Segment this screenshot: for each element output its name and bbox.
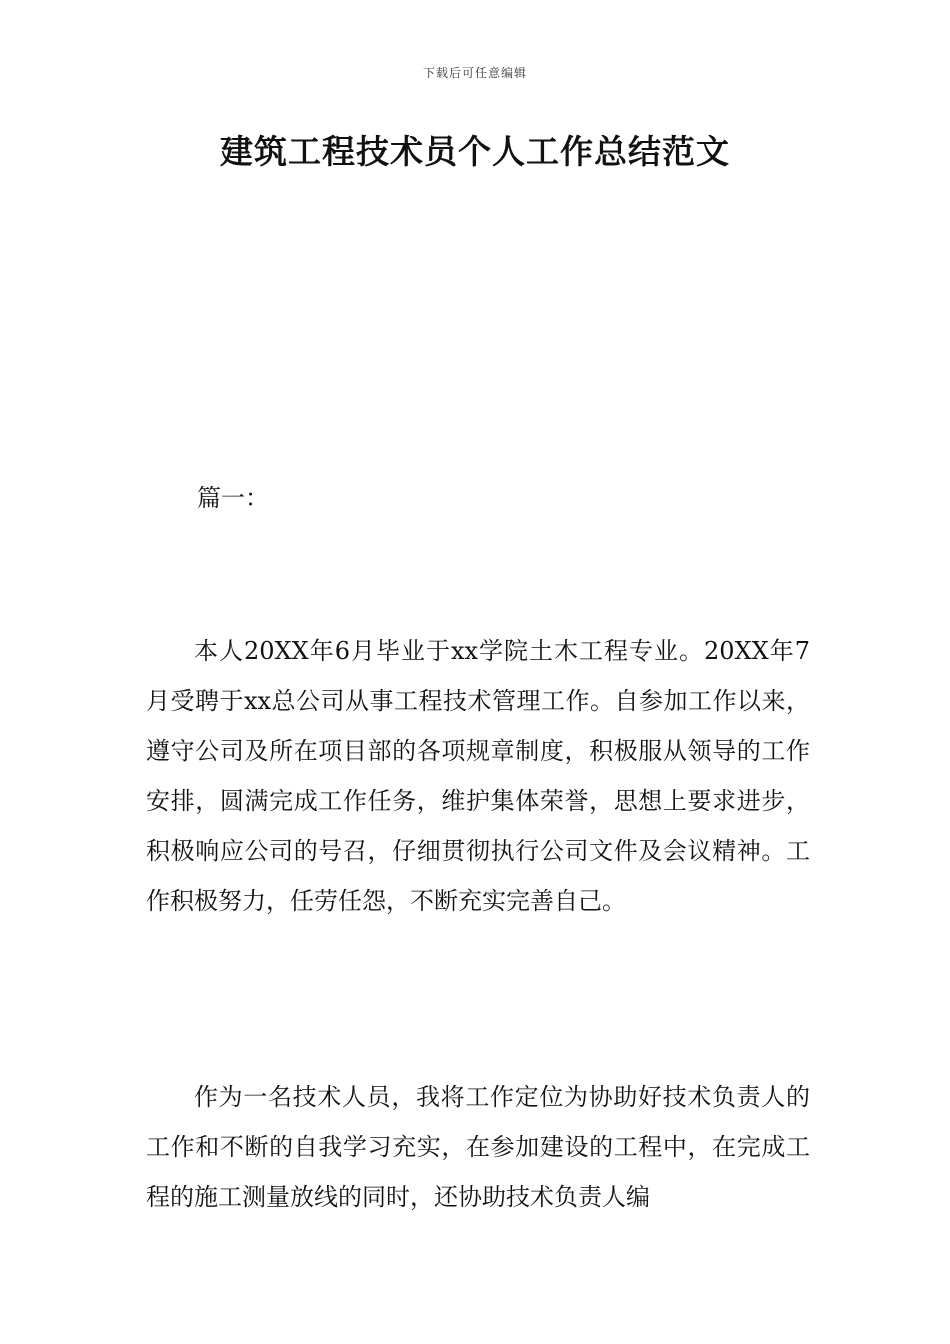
paragraph-2: 作为一名技术人员，我将工作定位为协助好技术负责人的工作和不断的自我学习充实，在参加建设的工程中，在完成工程的施工测量放线的同时，还协助技术负责人编 xyxy=(146,1083,810,1211)
document-title: 建筑工程技术员个人工作总结范文 xyxy=(220,132,730,171)
header-note: 下载后可任意编辑 xyxy=(422,66,527,80)
section-label: 篇一： xyxy=(197,484,269,512)
paragraph-1: 本人20XX年6月毕业于xx学院土木工程专业。20XX年7月受聘于xx总公司从事工程技术管理工作。自参加工作以来，遵守公司及所在项目部的各项规章制度，积极服从领导的工作安排，圆满完成工作任务，维护集体荣誉，思想上要求进步，积极响应公司的号召，仔细贯彻执行公司文件及会议精神。工作积极努力，任劳任怨，不断充实完善自己。 xyxy=(146,637,810,915)
